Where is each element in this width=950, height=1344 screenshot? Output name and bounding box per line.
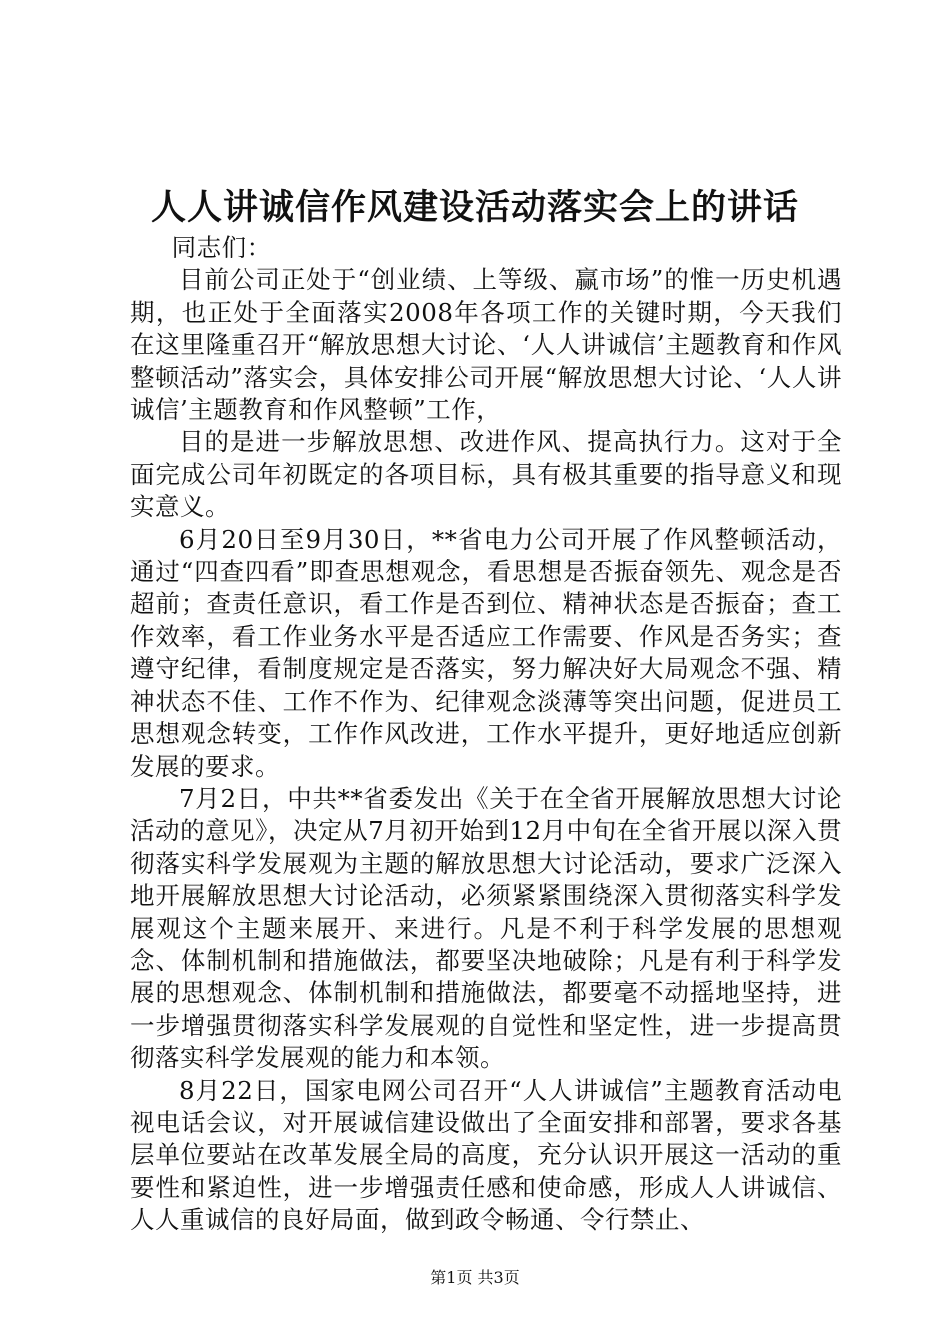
document-body	[130, 232, 842, 1237]
salutation-paragraph: 同志们：	[171, 233, 272, 262]
body-paragraph: 目前公司正处于“创业绩、上等级、赢市场”的惟一历史机遇期，也正处于全面落实2008年各项工作的关键时期，今天我们在这里隆重召开“解放思想大讨论、‘人人讲诚信’主题教育和作风整顿活动”落实会，具体安排公司开展“解放思想大讨论、‘人人讲诚信’主题教育和作风整顿”工作，	[130, 265, 842, 425]
page-number-footer: 第1页 共3页	[430, 1268, 520, 1287]
body-paragraph: 8月22日，国家电网公司召开“人人讲诚信”主题教育活动电视电话会议，对开展诚信建设做出了全面安排和部署，要求各基层单位要站在改革发展全局的高度，充分认识开展这一活动的重要性和紧迫性，进一步增强责任感和使命感，形成人人讲诚信、人人重诚信的良好局面，做到政令畅通、令行禁止、	[130, 1075, 842, 1235]
body-paragraph: 目的是进一步解放思想、改进作风、提高执行力。这对于全面完成公司年初既定的各项目标，具有极其重要的指导意义和现实意义。	[130, 427, 842, 522]
document-title: 人人讲诚信作风建设活动落实会上的讲话	[150, 187, 799, 228]
body-paragraph: 6月20日至9月30日，**省电力公司开展了作风整顿活动，通过“四查四看”即查思想观念，看思想是否振奋领先、观念是否超前；查责任意识，看工作是否到位、精神状态是否振奋；查工作效率，看工作业务水平是否适应工作需要、作风是否务实；查遵守纪律，看制度规定是否落实，努力解决好大局观念不强、精神状态不佳、工作不作为、纪律观念淡薄等突出问题，促进员工思想观念转变，工作作风改进，工作水平提升，更好地适应创新发展的要求。	[130, 524, 842, 781]
body-paragraph: 7月2日，中共**省委发出《关于在全省开展解放思想大讨论活动的意见》，决定从7月初开始到12月中旬在全省开展以深入贯彻落实科学发展观为主题的解放思想大讨论活动，要求广泛深入地开展解放思想大讨论活动，必须紧紧围绕深入贯彻落实科学发展观这个主题来展开、来进行。凡是不利于科学发展的思想观念、体制机制和措施做法，都要坚决地破除；凡是有利于科学发展的思想观念、体制机制和措施做法，都要毫不动摇地坚持，进一步增强贯彻落实科学发展观的自觉性和坚定性，进一步提高贯彻落实科学发展观的能力和本领。	[130, 783, 842, 1073]
